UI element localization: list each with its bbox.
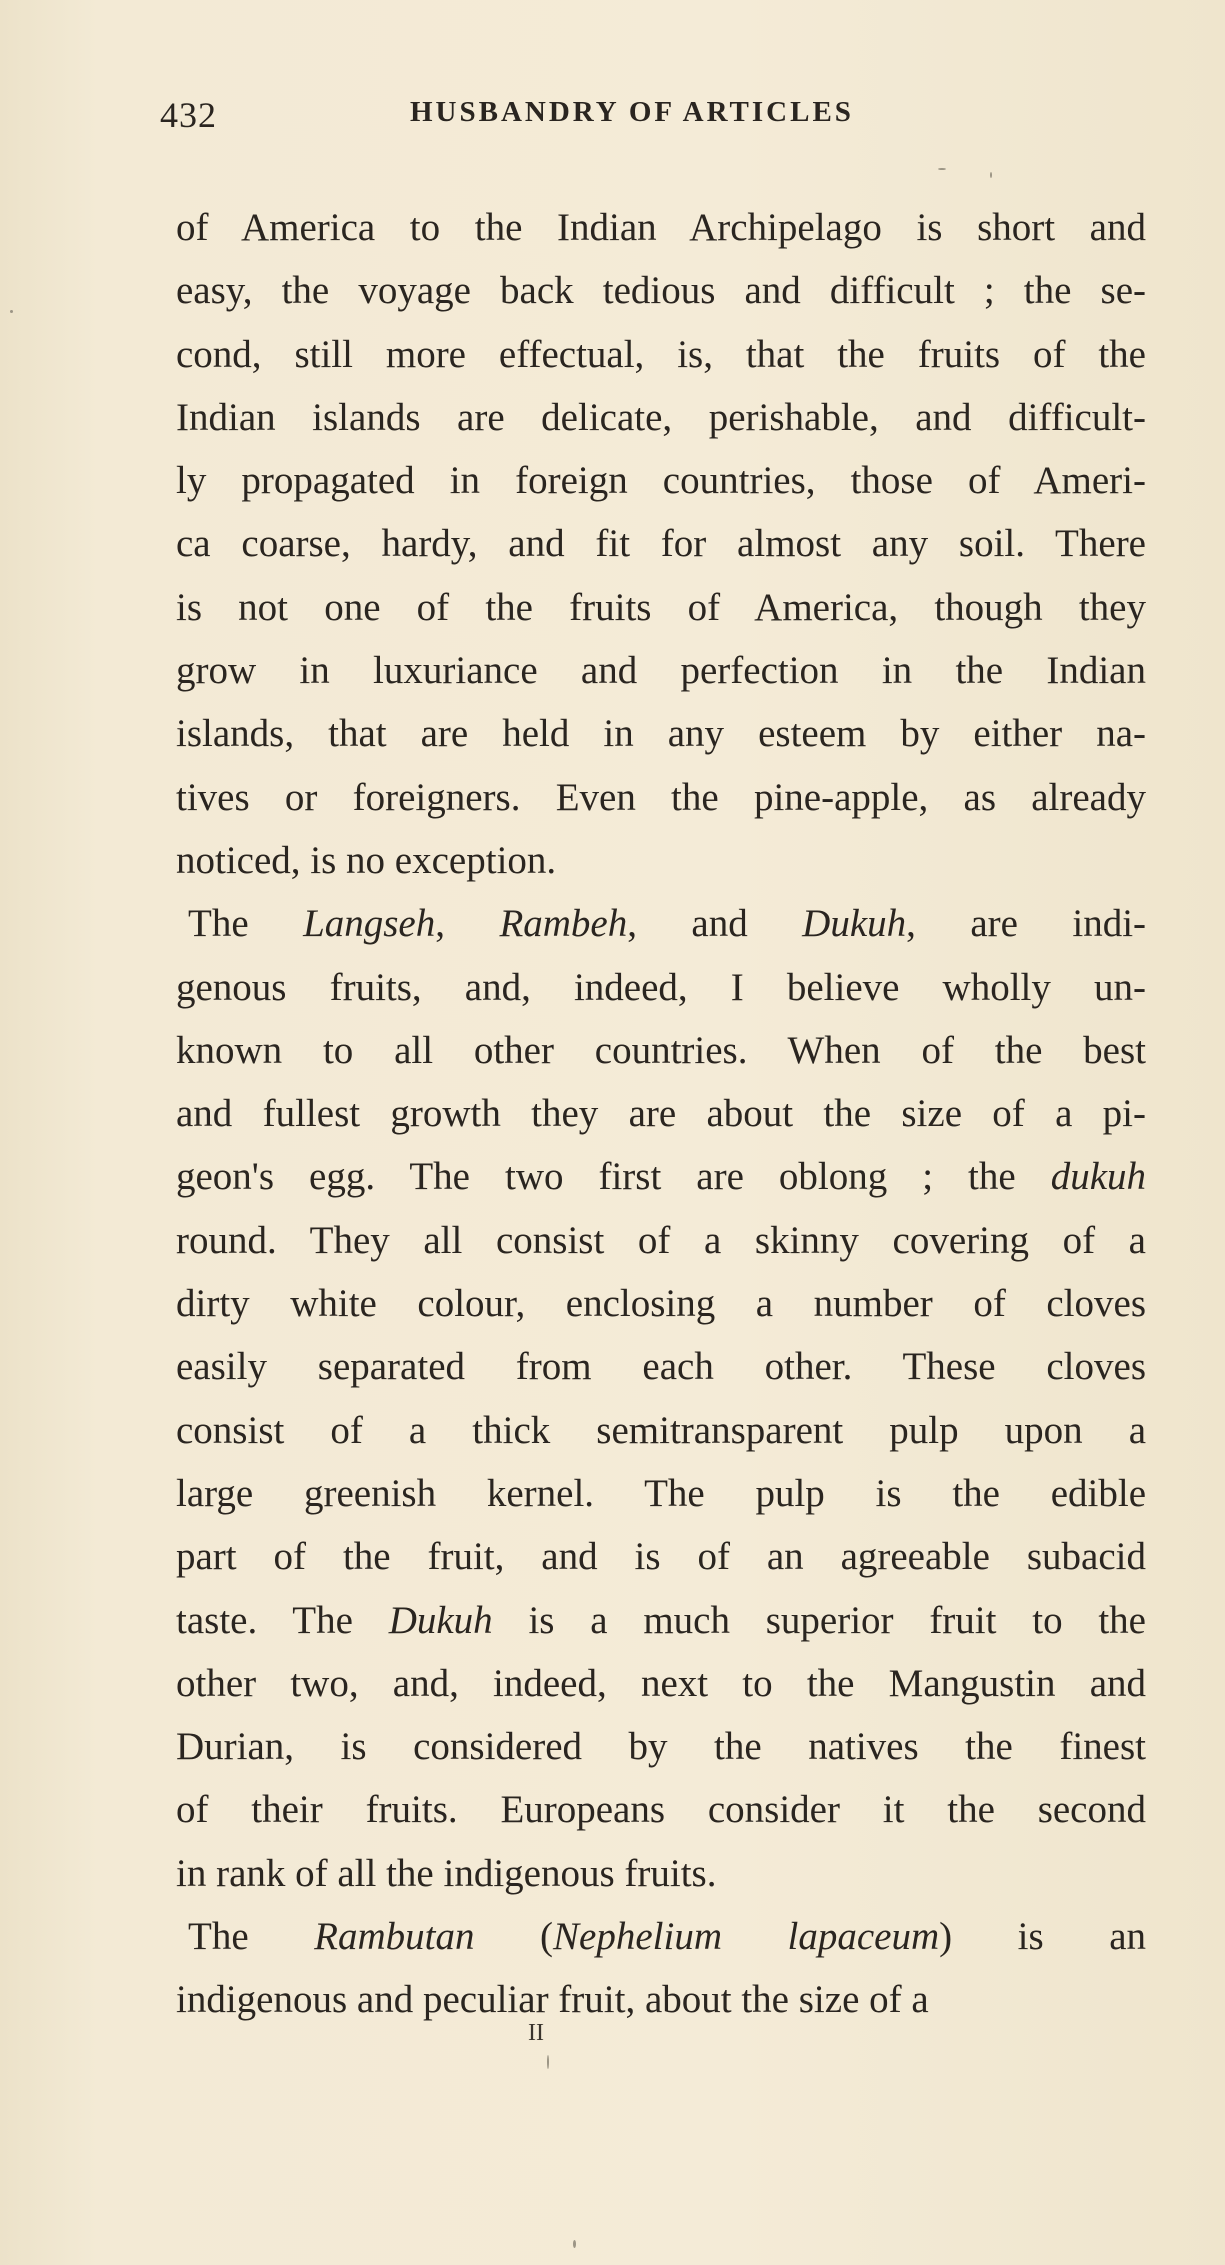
text-line: noticed, is no exception. xyxy=(176,838,557,882)
text-line: dirty white colour, enclosing a number of cloves xyxy=(176,1282,1146,1326)
text-line: grow in luxuriance and perfection in the Indian xyxy=(176,649,1146,693)
italic-term: Dukuh xyxy=(388,1598,493,1642)
paper-speck xyxy=(547,2055,549,2069)
text-line: Indian islands are delicate, perishable, and difficult- xyxy=(176,395,1146,439)
text-line: easy, the voyage back tedious and difficult ; the se- xyxy=(176,269,1146,313)
text-line: large greenish kernel. The pulp is the edible xyxy=(176,1471,1146,1515)
text-line: ca coarse, hardy, and fit for almost any soil. There xyxy=(176,522,1146,566)
signature-mark: II xyxy=(528,2020,544,2046)
page-number: 432 xyxy=(160,95,217,135)
italic-term: Rambeh xyxy=(499,902,628,946)
text-line: other two, and, indeed, next to the Mangustin and xyxy=(176,1661,1146,1705)
text-line: and fullest growth they are about the size of a pi- xyxy=(176,1092,1146,1136)
text-line: geon's egg. The two first are oblong ; the dukuh xyxy=(176,1155,1146,1199)
text-line: tives or foreigners. Even the pine-apple, as already xyxy=(176,775,1146,819)
paper-speck xyxy=(938,168,946,170)
running-head: HUSBANDRY OF ARTICLES xyxy=(410,96,854,128)
text-line: The Langseh, Rambeh, and Dukuh, are indi- xyxy=(188,902,1147,946)
text-line: Durian, is considered by the natives the finest xyxy=(176,1725,1146,1769)
text-line: known to all other countries. When of the best xyxy=(176,1028,1146,1072)
text-line: of their fruits. Europeans consider it the second xyxy=(176,1788,1146,1832)
text-line: islands, that are held in any esteem by either na- xyxy=(176,712,1146,756)
text-line: cond, still more effectual, is, that the fruits of the xyxy=(176,332,1146,376)
text-line: ly propagated in foreign countries, those of Ameri- xyxy=(176,459,1146,503)
italic-term: Nephelium lapaceum xyxy=(553,1915,940,1959)
body-text xyxy=(176,196,1146,2032)
italic-term: Langseh xyxy=(303,902,436,946)
paper-speck xyxy=(573,2240,576,2248)
text-line: consist of a thick semitransparent pulp upon a xyxy=(176,1408,1146,1452)
page-header xyxy=(160,94,1080,140)
italic-term: Dukuh xyxy=(802,902,907,946)
text-line: taste. The Dukuh is a much superior fruit to the xyxy=(176,1598,1146,1642)
paper-speck xyxy=(990,172,992,178)
text-line: is not one of the fruits of America, though they xyxy=(176,585,1146,629)
paper-speck xyxy=(10,310,13,313)
text-line: part of the fruit, and is of an agreeable subacid xyxy=(176,1535,1146,1579)
text-line: of America to the Indian Archipelago is short and xyxy=(176,206,1146,249)
text-line: in rank of all the indigenous fruits. xyxy=(176,1851,717,1895)
text-line: genous fruits, and, indeed, I believe wholly un- xyxy=(176,965,1146,1009)
italic-term: Rambutan xyxy=(314,1915,475,1959)
text-line: round. They all consist of a skinny covering of a xyxy=(176,1218,1146,1262)
text-line: easily separated from each other. These cloves xyxy=(176,1345,1146,1389)
text-line: indigenous and peculiar fruit, about the size of a xyxy=(176,1978,929,2022)
text-line: The Rambutan (Nephelium lapaceum) is an xyxy=(188,1915,1147,1959)
italic-term: dukuh xyxy=(1050,1155,1146,1199)
